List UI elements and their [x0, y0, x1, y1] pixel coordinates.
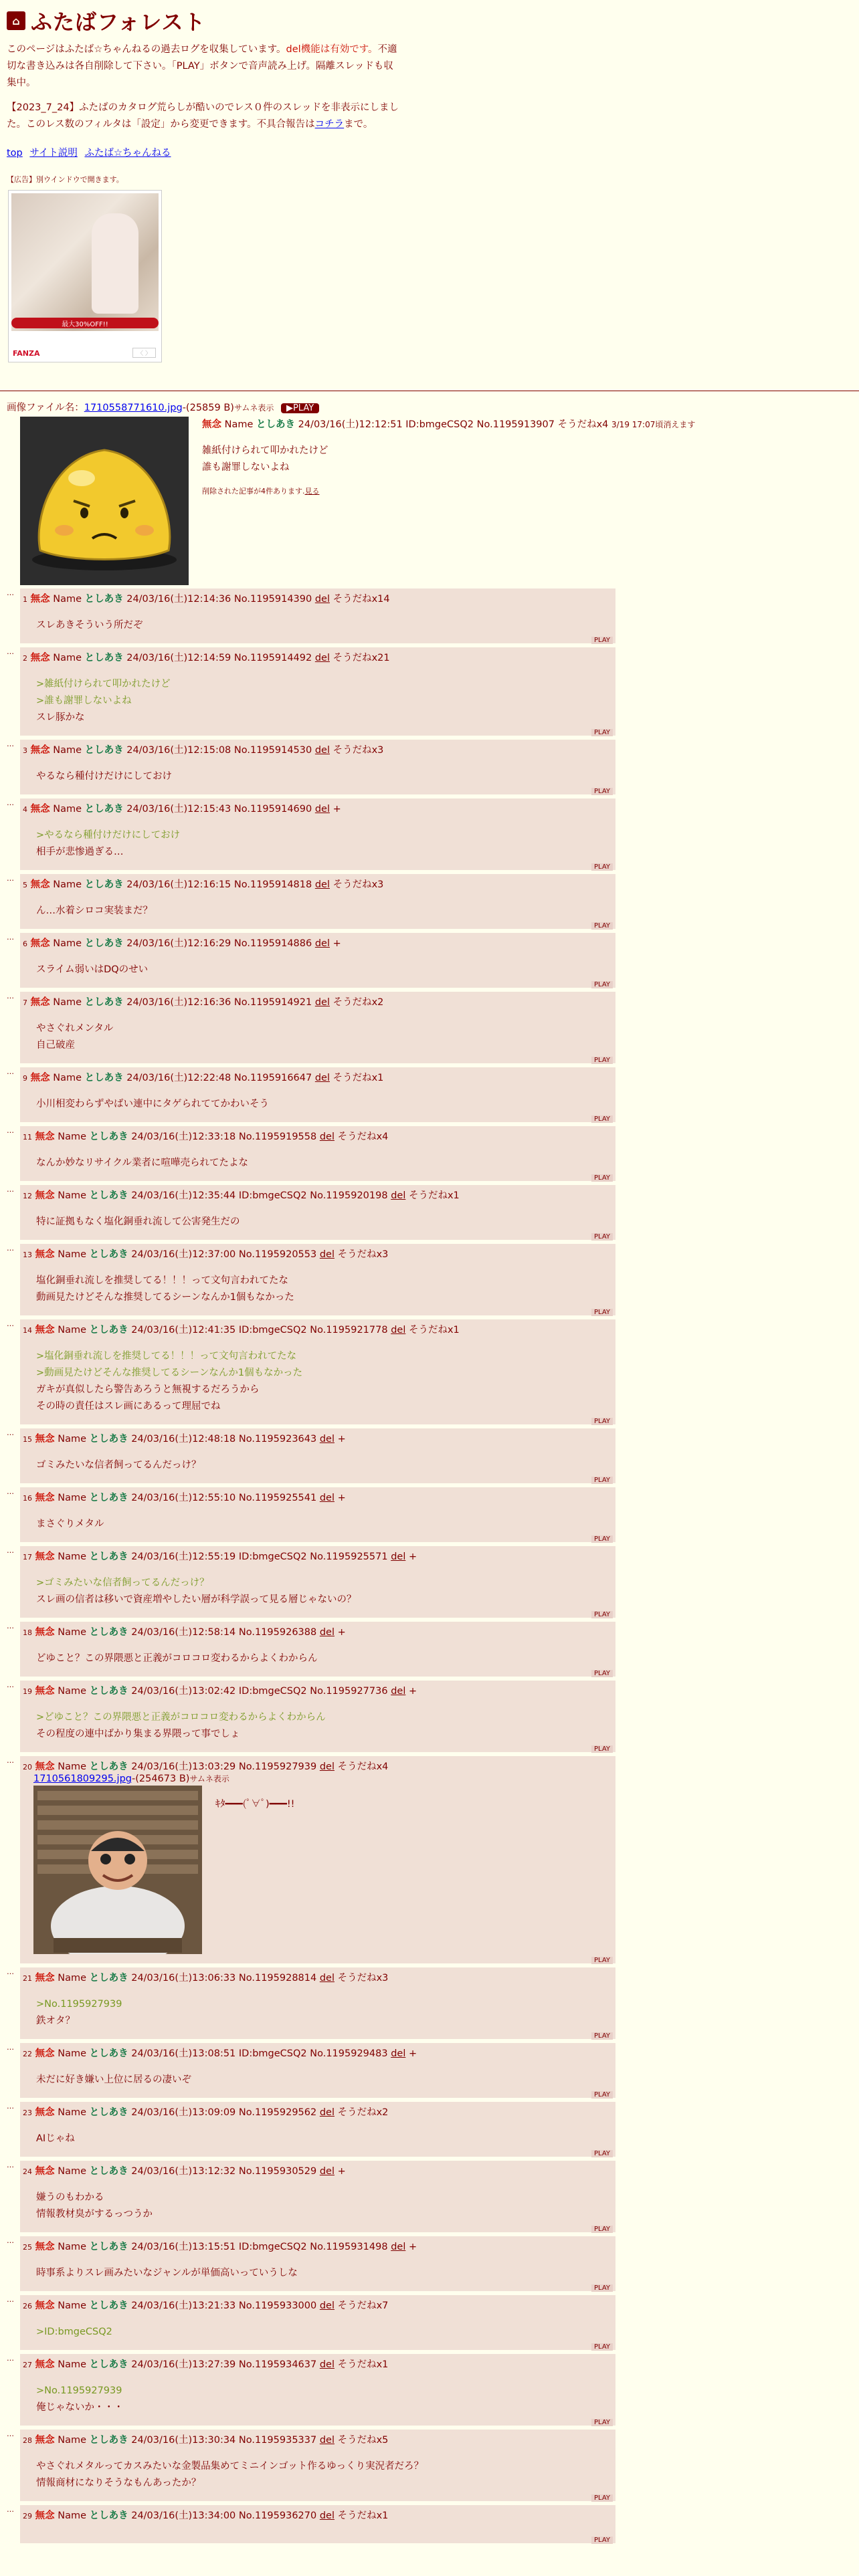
reply-body — [36, 827, 613, 861]
reply-play-button[interactable]: PLAY — [591, 637, 613, 644]
reply-line: 自己破産 — [36, 1040, 75, 1051]
quote-line: >No.1195927939 — [36, 2385, 122, 2396]
reply-play-button[interactable]: PLAY — [591, 2419, 613, 2426]
reply-play-button[interactable]: PLAY — [591, 2226, 613, 2233]
reply-post: … 25 無念 Name としあき 24/03/16(土)13:15:51 ID:bmgeCSQ2 No.1195931498 del + 時事系よりスレ画みたいなジャンルが単価高いっていうしな PLAY — [7, 2236, 615, 2291]
del-link[interactable]: del — [319, 1249, 335, 1260]
reply-post: … 4 無念 Name としあき 24/03/16(土)12:15:43 No.1195914690 del + >やるなら種付けだけにしておけ 相手が悲惨過ぎる… PLAY — [7, 798, 615, 870]
reply-body — [36, 1575, 613, 1608]
reply-post: … 23 無念 Name としあき 24/03/16(土)13:09:09 No.1195929562 del そうだねx2 AIじゃね PLAY — [7, 2102, 615, 2157]
reply-play-button[interactable]: PLAY — [591, 2032, 613, 2040]
del-link[interactable]: del — [391, 2242, 406, 2252]
site-header — [0, 0, 859, 362]
site-title[interactable]: ふたばフォレスト — [31, 9, 206, 35]
thread-op — [7, 400, 856, 585]
op-name: としあき — [256, 419, 295, 430]
del-link[interactable]: del — [319, 2166, 335, 2177]
sodane-button[interactable]: + — [408, 1551, 417, 1562]
reply-play-button[interactable]: PLAY — [591, 1957, 613, 1964]
notice: 【2023_7_24】ふたばのカタログ荒らしが酷いのでレス０件のスレッドを非表示にしました。このレス数のフィルタは「設定」から変更できます。不具合報告はコチラまで。 — [7, 102, 399, 130]
del-link[interactable]: del — [319, 2510, 335, 2521]
reply-body — [36, 1021, 613, 1054]
sodane-button[interactable]: + — [332, 804, 341, 815]
reply-body — [36, 2458, 613, 2492]
sodane-button[interactable]: + — [408, 1686, 417, 1697]
op-text: 雑紙付けられて叩かれたけど 誰も謝罪しないよね — [202, 445, 328, 473]
reply-body — [36, 962, 613, 978]
del-link[interactable]: del — [319, 2435, 335, 2446]
reply-play-button[interactable]: PLAY — [591, 1670, 613, 1677]
reply-line: その時の責任はスレ画にあるって理屈でね — [36, 1401, 221, 1412]
del-link[interactable]: del — [391, 1551, 406, 1562]
del-link[interactable]: del — [319, 1132, 335, 1142]
reply-body — [36, 676, 613, 726]
op-file-link[interactable]: 1710558771610.jpg — [84, 403, 183, 413]
quote-line: >どゆこと？この界隈悪と正義がコロコロ変わるからよくわからん — [36, 1712, 326, 1723]
reply-play-button[interactable]: PLAY — [591, 1611, 613, 1618]
reply-line: 情報教材臭がするっつうか — [36, 2209, 153, 2220]
del-link[interactable]: del — [314, 804, 330, 815]
reply-line: スライム弱いはDQのせい — [36, 964, 149, 975]
reply-play-button[interactable]: PLAY — [591, 1115, 613, 1123]
reply-post: … 22 無念 Name としあき 24/03/16(土)13:08:51 ID:bmgeCSQ2 No.1195929483 del + 未だに好き嫌い上位に居るの凄いぞ PLAY — [7, 2043, 615, 2098]
sodane-button[interactable]: + — [337, 2166, 346, 2177]
del-link[interactable]: del — [319, 2107, 335, 2118]
sodane-button[interactable]: そうだねx2 — [337, 2107, 389, 2118]
reply-play-button[interactable]: PLAY — [591, 2343, 613, 2351]
sodane-button[interactable]: + — [408, 2048, 417, 2059]
reply-post: … 21 無念 Name としあき 24/03/16(土)13:06:33 No.1195928814 del そうだねx3 >No.1195927939 鉄オタ？ PLAY — [7, 1967, 615, 2039]
reply-line: 情報商材になりそうなもんあったか？ — [36, 2478, 201, 2488]
reply-play-button[interactable]: PLAY — [591, 1174, 613, 1182]
quote-line: >塩化銅垂れ流しを推奨してる！！！って文句言われてたな — [36, 1351, 297, 1362]
reply-body — [36, 1096, 613, 1113]
futaba-link[interactable]: ふたば☆ちゃんねる — [84, 148, 171, 158]
reply-post-with-image: … 20 無念 Name としあき 24/03/16(土)13:03:29 No.1195927939 del そうだねx4 1710561809295.jpg-(254673 B)サムネ表示 ｷﾀ━━━(ﾟ∀ﾟ)━━━!! PLAY — [7, 1756, 615, 1963]
reply-body — [36, 1155, 613, 1172]
reply-play-button[interactable]: PLAY — [591, 2494, 613, 2502]
reply-body — [36, 1348, 613, 1415]
deleted-note: 削除された記事が4件あります.見る — [202, 487, 320, 496]
reply-post: … 9 無念 Name としあき 24/03/16(土)12:22:48 No.1195916647 del そうだねx1 小川相変わらずやばい連中にタゲられててかわいそう PLAY — [7, 1067, 615, 1122]
quote-line: >誰も謝罪しないよね — [36, 695, 132, 706]
reply-line: どゆこと？この界隈悪と正義がコロコロ変わるからよくわからん — [36, 1653, 318, 1664]
quote-line: >No.1195927939 — [36, 1999, 122, 2010]
reply-line: ん…水着シロコ実装まだ？ — [36, 905, 153, 916]
reply-play-button[interactable]: PLAY — [591, 1535, 613, 1543]
ad-banner[interactable] — [8, 190, 162, 362]
deleted-link[interactable]: 見る — [304, 487, 320, 496]
del-link[interactable]: del — [319, 1434, 335, 1444]
reply-line: スレ豚かな — [36, 712, 85, 723]
sodane-button[interactable]: そうだねx4 — [337, 1132, 389, 1142]
op-file-line: 画像ファイル名：1710558771610.jpg-(25859 B)サムネ表示 ▶PLAY — [7, 400, 856, 414]
op-sodane[interactable]: そうだねx4 — [557, 419, 609, 430]
reply-body — [36, 1273, 613, 1306]
reply-line: なんか妙なリサイクル業者に喧嘩売られてたよな — [36, 1158, 248, 1168]
reply-play-button[interactable]: PLAY — [591, 2150, 613, 2157]
del-link[interactable]: del — [391, 1686, 406, 1697]
op-body: 無念 Name としあき 24/03/16(土)12:12:51 ID:bmgeCSQ2 No.1195913907 そうだねx4 3/19 17:07頃消えます 雑紙付けられて叩かれたけど 誰も謝罪しないよね 削除された記事が4件あります.見る — [202, 419, 696, 496]
sodane-button[interactable]: そうだねx14 — [332, 594, 390, 605]
sodane-button[interactable]: + — [337, 1627, 346, 1638]
quote-line: >ID:bmgeCSQ2 — [36, 2327, 112, 2337]
reply-line: 動画見たけどそんな推奨してるシーンなんか1個もなかった — [36, 1292, 294, 1303]
reply-post: … 28 無念 Name としあき 24/03/16(土)13:30:34 No.1195935337 del そうだねx5 やさぐれメタルってカスみたいな金製品集めてミニインゴット作るゆっくり実況者だろ？ 情報商材になりそうなもんあったか？ PLAY — [7, 2430, 615, 2501]
quote-line: >ゴミみたいな信者飼ってるんだっけ？ — [36, 1578, 209, 1588]
reply-body — [36, 1709, 613, 1743]
op-image[interactable] — [20, 417, 189, 585]
sodane-button[interactable]: そうだねx3 — [337, 1249, 389, 1260]
reply-body — [36, 1516, 613, 1533]
reply-play-button[interactable]: PLAY — [591, 1233, 613, 1241]
reply-post: … 1 無念 Name としあき 24/03/16(土)12:14:36 No.1195914390 del そうだねx14 スレあきそういう所だぞ PLAY — [7, 588, 615, 643]
reply-line: 嫌うのもわかる — [36, 2192, 104, 2203]
reply-post: … 17 無念 Name としあき 24/03/16(土)12:55:19 ID:bmgeCSQ2 No.1195925571 del + >ゴミみたいな信者飼ってるんだっけ？ スレ画の信者は移いで資産増やしたい層が科学誤って見る層じゃないの？ PLAY — [7, 1546, 615, 1618]
reply-play-button[interactable]: PLAY — [591, 1309, 613, 1316]
quote-line: >雑紙付けられて叩かれたけど — [36, 679, 171, 689]
reply-file-link[interactable]: 1710561809295.jpg — [33, 1774, 132, 1784]
del-link[interactable]: del — [314, 997, 330, 1008]
reply-body — [36, 617, 613, 634]
del-link[interactable]: del — [319, 1761, 335, 1772]
reply-line: 小川相変わらずやばい連中にタゲられててかわいそう — [36, 1099, 269, 1109]
reply-post: … 12 無念 Name としあき 24/03/16(土)12:35:44 ID:bmgeCSQ2 No.1195920198 del そうだねx1 特に証拠もなく塩化銅垂れ流して公害発生だの PLAY — [7, 1185, 615, 1240]
reply-body — [36, 1457, 613, 1474]
reply-play-button[interactable]: PLAY — [591, 1745, 613, 1753]
reply-line: AIじゃね — [36, 2133, 75, 2144]
reply-play-button[interactable]: PLAY — [591, 2284, 613, 2292]
reply-line: 未だに好き嫌い上位に居るの凄いぞ — [36, 2074, 191, 2085]
reply-post: … 15 無念 Name としあき 24/03/16(土)12:48:18 No.1195923643 del + ゴミみたいな信者飼ってるんだっけ？ PLAY — [7, 1428, 615, 1483]
reply-body — [36, 2072, 613, 2088]
sodane-button[interactable]: そうだねx21 — [332, 653, 390, 663]
sodane-button[interactable]: そうだねx1 — [337, 2359, 389, 2370]
reply-body — [36, 768, 613, 785]
reply-line: やるなら種付けだけにしておけ — [36, 771, 172, 782]
reply-post: … 24 無念 Name としあき 24/03/16(土)13:12:32 No.1195930529 del + 嫌うのもわかる 情報教材臭がするっつうか PLAY — [7, 2161, 615, 2232]
ad-image[interactable] — [11, 193, 159, 331]
del-link[interactable]: del — [391, 1325, 406, 1335]
del-link[interactable]: del — [319, 1493, 335, 1503]
site-logo-icon[interactable]: ⌂ — [7, 11, 25, 30]
sodane-button[interactable]: そうだねx1 — [408, 1190, 460, 1201]
sodane-button[interactable]: そうだねx5 — [337, 2435, 389, 2446]
man-photo-icon — [33, 1786, 202, 1954]
reply-play-button[interactable]: PLAY — [591, 2091, 613, 2099]
reply-line: やさぐれメタルってカスみたいな金製品集めてミニインゴット作るゆっくり実況者だろ？ — [36, 2461, 424, 2472]
reply-body — [36, 1214, 613, 1230]
reply-play-button[interactable]: PLAY — [591, 1418, 613, 1425]
reply-line: その程度の連中ばかり集まる界隈って事でしょ — [36, 1729, 240, 1739]
reply-post: … 27 無念 Name としあき 24/03/16(土)13:27:39 No.1195934637 del そうだねx1 >No.1195927939 俺じゃないか・・・ PLAY — [7, 2354, 615, 2426]
ad-sale-badge: 最大30%OFF!! — [11, 318, 159, 328]
reply-play-button[interactable]: PLAY — [591, 922, 613, 930]
reply-line: ガキが真似したら警告あろうと無視するだろうから — [36, 1384, 260, 1395]
sodane-button[interactable]: そうだねx3 — [337, 1973, 389, 1983]
ad-label: 【広告】別ウインドウで開きます。 — [7, 175, 124, 184]
del-link[interactable]: del — [319, 2359, 335, 2370]
reply-post: … 11 無念 Name としあき 24/03/16(土)12:33:18 No.1195919558 del そうだねx4 なんか妙なリサイクル業者に喧嘩売られてたよな PLAY — [7, 1126, 615, 1181]
report-link[interactable]: コチラ — [314, 119, 345, 130]
reply-line: 俺じゃないか・・・ — [36, 2402, 124, 2413]
reply-list — [7, 588, 615, 2547]
sodane-button[interactable]: そうだねx1 — [337, 2510, 389, 2521]
reply-body — [36, 1650, 613, 1667]
reply-body — [36, 2265, 613, 2282]
reply-play-button[interactable]: PLAY — [591, 863, 613, 871]
reply-post: … 5 無念 Name としあき 24/03/16(土)12:16:15 No.1195914818 del そうだねx3 ん…水着シロコ実装まだ？ PLAY — [7, 874, 615, 929]
reply-post: … 29 無念 Name としあき 24/03/16(土)13:34:00 No.1195936270 del そうだねx1 PLAY — [7, 2505, 615, 2543]
quote-line: >動画見たけどそんな推奨してるシーンなんか1個もなかった — [36, 1368, 303, 1378]
del-link[interactable]: del — [314, 879, 330, 890]
del-link[interactable]: del — [391, 1190, 406, 1201]
ad-brand: FANZA — [13, 349, 40, 358]
del-link[interactable]: del — [319, 2300, 335, 2311]
play-button[interactable]: ▶PLAY — [281, 403, 319, 413]
reply-post: … 16 無念 Name としあき 24/03/16(土)12:55:10 No.1195925541 del + まさぐりメタル PLAY — [7, 1487, 615, 1542]
sodane-button[interactable]: + — [337, 1434, 346, 1444]
sodane-button[interactable]: そうだねx1 — [408, 1325, 460, 1335]
sodane-button[interactable]: そうだねx3 — [332, 879, 384, 890]
sodane-button[interactable]: そうだねx2 — [332, 997, 384, 1008]
del-link[interactable]: del — [314, 938, 330, 949]
sodane-button[interactable]: + — [408, 2242, 417, 2252]
reply-image[interactable] — [33, 1786, 202, 1954]
reply-line: 相手が悲惨過ぎる… — [36, 847, 124, 857]
reply-post: … 18 無念 Name としあき 24/03/16(土)12:58:14 No.1195926388 del + どゆこと？この界隈悪と正義がコロコロ変わるからよくわからん PLAY — [7, 1622, 615, 1677]
reply-line: 特に証拠もなく塩化銅垂れ流して公害発生だの — [36, 1216, 240, 1227]
site-description: このページはふたば☆ちゃんねるの過去ログを収集しています。del機能は有効です。不適切な書き込みは各自削除して下さい。「PLAY」ボタンで音声読み上げ。隔離スレッドも収集中。 — [7, 44, 397, 88]
reply-line: スレあきそういう所だぞ — [36, 620, 143, 631]
del-link[interactable]: del — [319, 1627, 335, 1638]
reply-play-button[interactable]: PLAY — [591, 981, 613, 988]
reply-line: 塩化銅垂れ流しを推奨してる！！！って文句言われてたな — [36, 1275, 288, 1286]
nav-links — [7, 145, 851, 159]
reply-body — [36, 1996, 613, 2030]
slime-icon — [20, 417, 189, 585]
del-link[interactable]: del — [319, 1973, 335, 1983]
reply-post: … 26 無念 Name としあき 24/03/16(土)13:21:33 No.1195933000 del そうだねx7 >ID:bmgeCSQ2 PLAY — [7, 2295, 615, 2350]
reply-post: … 14 無念 Name としあき 24/03/16(土)12:41:35 ID:bmgeCSQ2 No.1195921778 del そうだねx1 >塩化銅垂れ流しを推奨してる！！！って文句言われてたな >動画見たけどそんな推奨してるシーンなんか1個もなかった ガキが真似したら警告あろうと無視するだろうから その時の責任はスレ画にあるって理屈でね PLAY — [7, 1319, 615, 1424]
reply-play-button[interactable]: PLAY — [591, 1477, 613, 1484]
sodane-button[interactable]: そうだねx1 — [332, 1073, 384, 1083]
sodane-button[interactable]: そうだねx4 — [337, 1761, 389, 1772]
reply-body — [36, 2131, 613, 2147]
reply-post: … 3 無念 Name としあき 24/03/16(土)12:15:08 No.1195914530 del そうだねx3 やるなら種付けだけにしておけ PLAY — [7, 740, 615, 794]
top-link[interactable]: top — [7, 148, 23, 158]
reply-post: … 13 無念 Name としあき 24/03/16(土)12:37:00 No.1195920553 del そうだねx3 塩化銅垂れ流しを推奨してる！！！って文句言われてたな 動画見たけどそんな推奨してるシーンなんか1個もなかった PLAY — [7, 1244, 615, 1315]
reply-image-caption: ｷﾀ━━━(ﾟ∀ﾟ)━━━!! — [215, 1799, 295, 1810]
reply-post: … 2 無念 Name としあき 24/03/16(土)12:14:59 No.1195914492 del そうだねx21 >雑紙付けられて叩かれたけど >誰も謝罪しないよね スレ豚かな PLAY — [7, 647, 615, 736]
reply-play-button[interactable]: PLAY — [591, 788, 613, 795]
del-link[interactable]: del — [314, 1073, 330, 1083]
sodane-button[interactable]: そうだねx3 — [332, 745, 384, 756]
reply-line: まさぐりメタル — [36, 1519, 104, 1529]
op-subject: 無念 — [202, 419, 221, 430]
reply-body — [36, 2324, 613, 2341]
site-about-link[interactable]: サイト説明 — [29, 148, 78, 158]
reply-body — [36, 903, 613, 920]
reply-line: 時事系よりスレ画みたいなジャンルが単価高いっていうしな — [36, 2268, 298, 2278]
sodane-button[interactable]: + — [332, 938, 341, 949]
del-link[interactable]: del — [391, 2048, 406, 2059]
ad-pager[interactable]: 〈 〉 — [132, 348, 156, 358]
reply-line: スレ画の信者は移いで資産増やしたい層が科学誤って見る層じゃないの？ — [36, 1594, 357, 1605]
reply-play-button[interactable]: PLAY — [591, 2537, 613, 2544]
reply-post: … 6 無念 Name としあき 24/03/16(土)12:16:29 No.1195914886 del + スライム弱いはDQのせい PLAY — [7, 933, 615, 988]
del-link[interactable]: del — [314, 594, 330, 605]
reply-line: やさぐれメンタル — [36, 1023, 114, 1034]
reply-body — [36, 2383, 613, 2416]
sodane-button[interactable]: そうだねx7 — [337, 2300, 389, 2311]
del-link[interactable]: del — [314, 745, 330, 756]
quote-line: >やるなら種付けだけにしておけ — [36, 830, 181, 841]
reply-line: ゴミみたいな信者飼ってるんだっけ？ — [36, 1460, 201, 1471]
reply-body — [36, 2189, 613, 2223]
reply-line: 鉄オタ？ — [36, 2016, 75, 2026]
reply-play-button[interactable]: PLAY — [591, 1057, 613, 1064]
reply-play-button[interactable]: PLAY — [591, 729, 613, 736]
reply-post: … 19 無念 Name としあき 24/03/16(土)13:02:42 ID:bmgeCSQ2 No.1195927736 del + >どゆこと？この界隈悪と正義がコロコロ変わるからよくわからん その程度の連中ばかり集まる界隈って事でしょ PLAY — [7, 1681, 615, 1752]
del-link[interactable]: del — [314, 653, 330, 663]
sodane-button[interactable]: + — [337, 1493, 346, 1503]
reply-post: … 7 無念 Name としあき 24/03/16(土)12:16:36 No.1195914921 del そうだねx2 やさぐれメンタル 自己破産 PLAY — [7, 992, 615, 1063]
